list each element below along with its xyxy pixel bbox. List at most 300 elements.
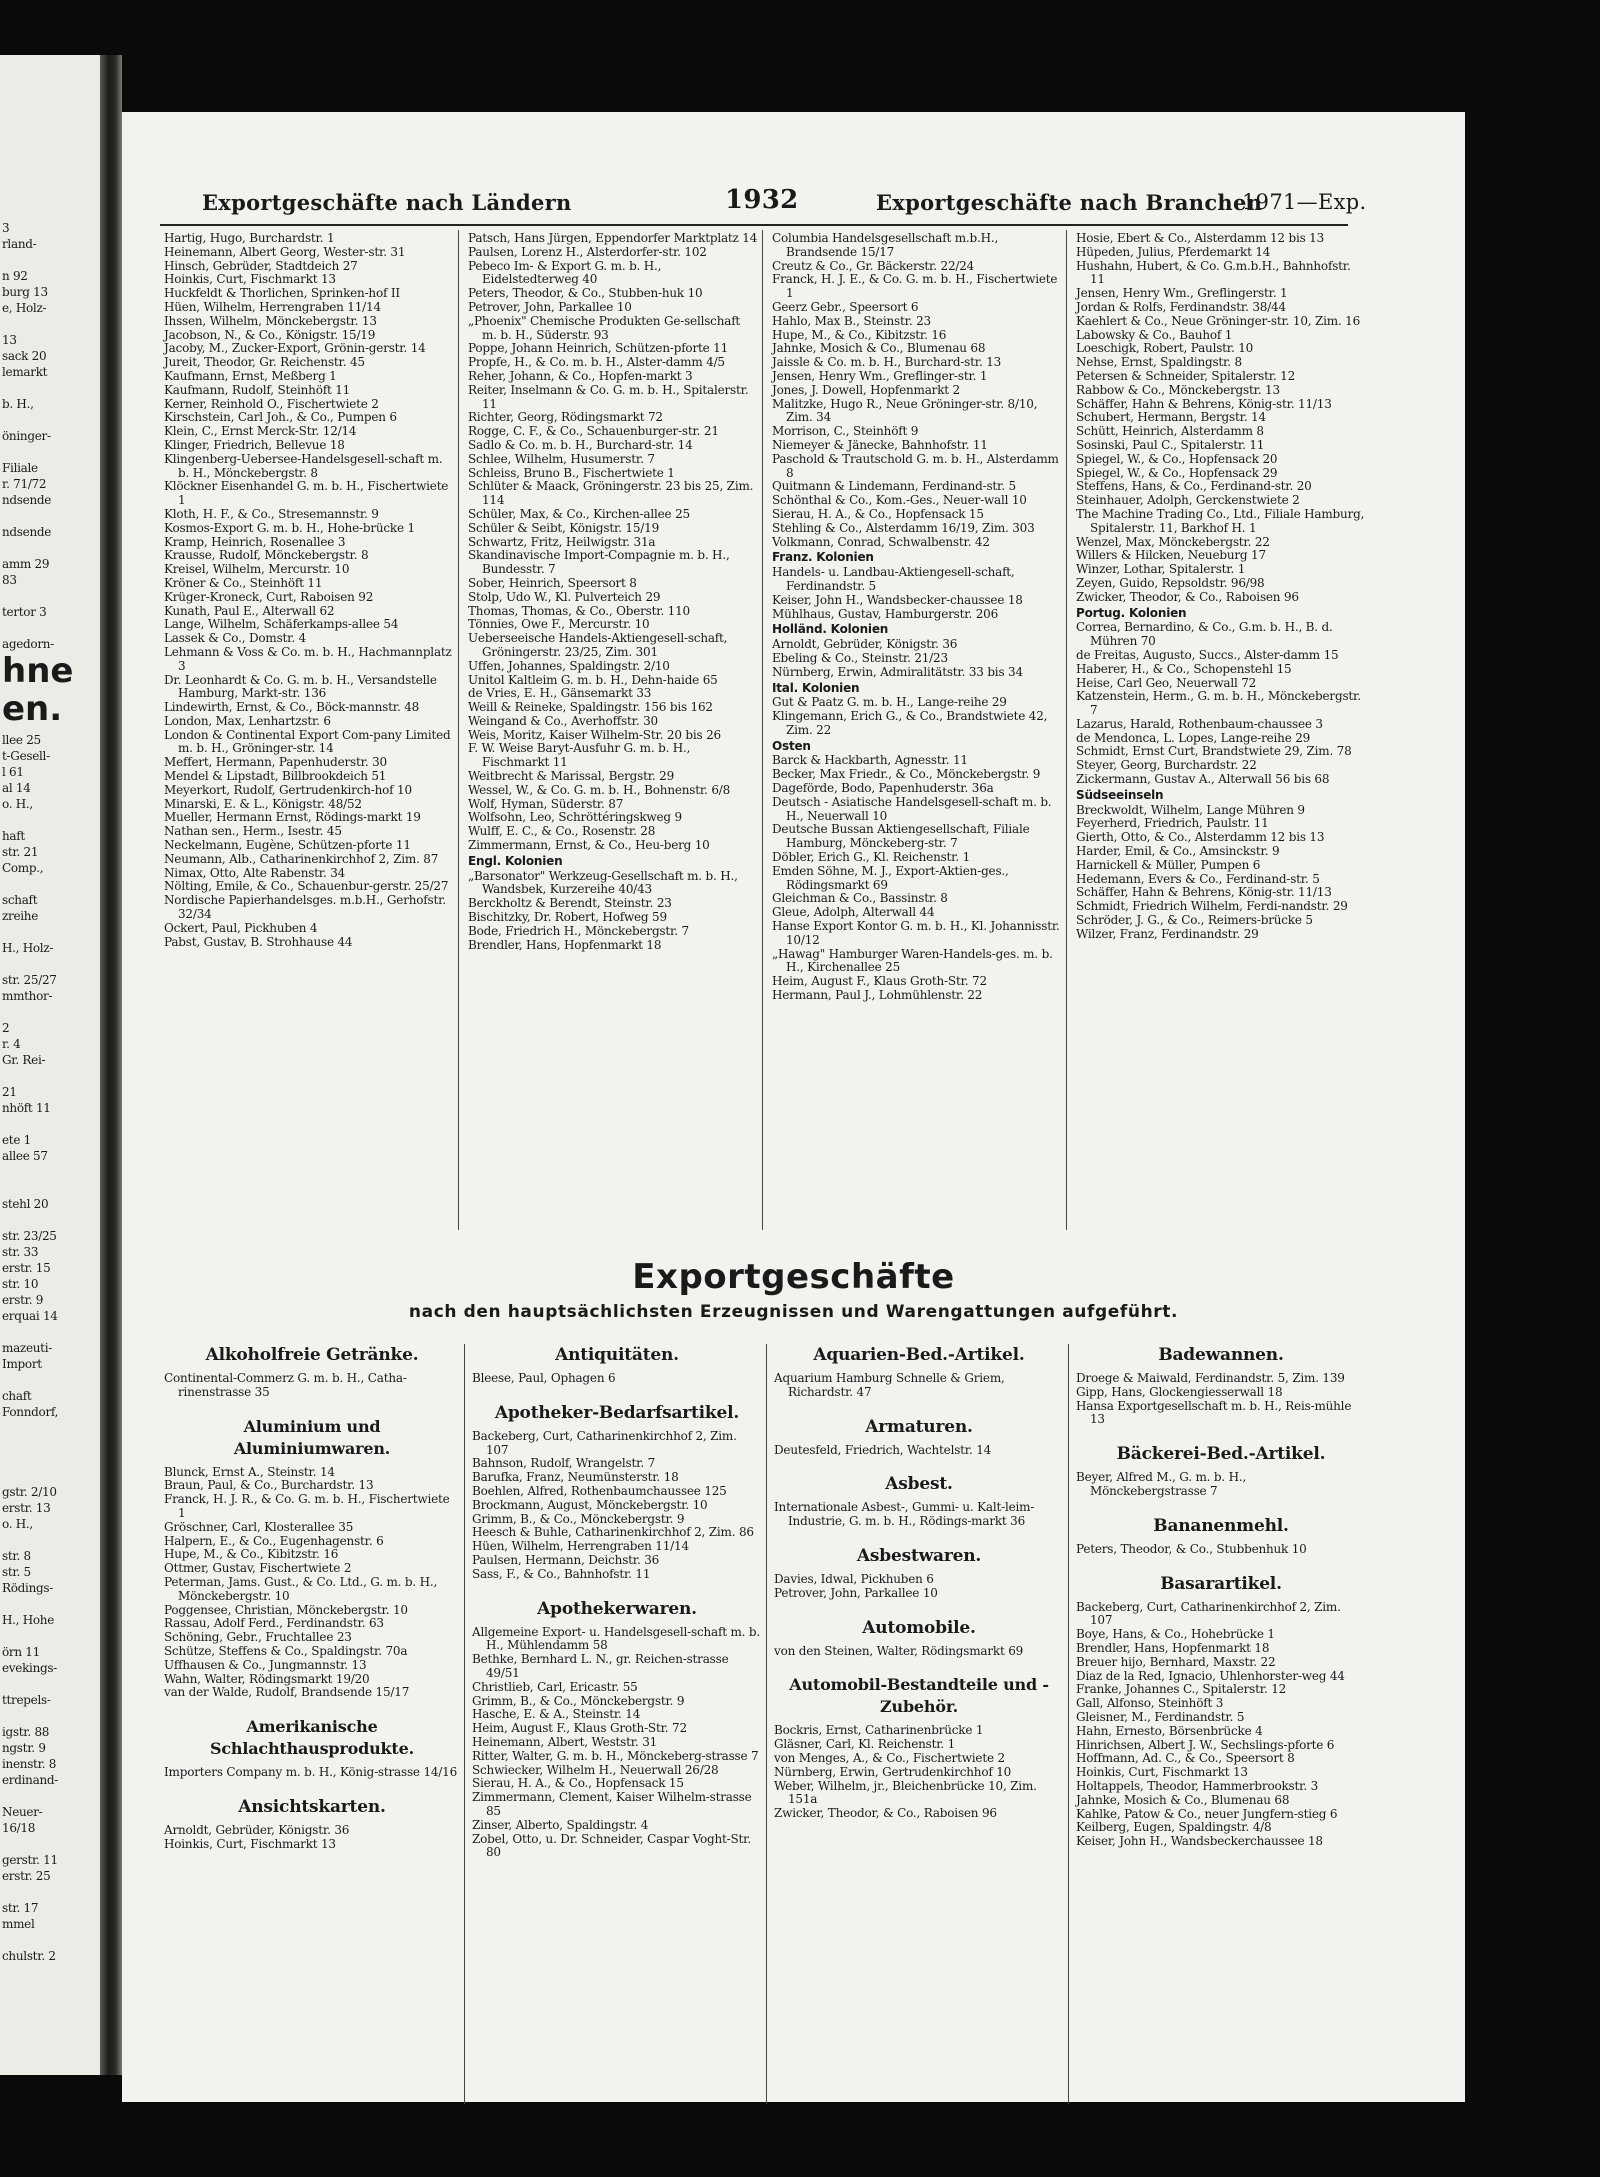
directory-entry: Hüen, Wilhelm, Herrengraben 11/14 <box>472 1539 689 1554</box>
directory-entry: Becker, Max Friedr., & Co., Mönckebergstr. 9 <box>772 767 1041 782</box>
directory-entry: Gierth, Otto, & Co., Alsterdamm 12 bis 13 <box>1076 830 1325 845</box>
directory-entry: Breckwoldt, Wilhelm, Lange Mühren 9 <box>1076 802 1305 817</box>
category-block <box>774 1617 1064 1659</box>
lower-column-1 <box>164 1344 460 1852</box>
directory-entry: Sierau, H. A., & Co., Hopfensack 15 <box>772 506 984 521</box>
directory-entry: Pebeco Im- & Export G. m. b. H., Eidelstedterweg 40 <box>468 258 662 287</box>
directory-entry: Bahnson, Rudolf, Wrangelstr. 7 <box>472 1456 656 1471</box>
directory-entry: von Menges, A., & Co., Fischertwiete 2 <box>774 1750 1005 1765</box>
directory-entry: Meffert, Hermann, Papenhuderstr. 30 <box>164 755 387 770</box>
header-right-title: Exportgeschäfte nach Branchen <box>876 190 1263 215</box>
directory-entry: Allgemeine Export- u. Handelsgesell-schaft m. b. H., Mühlendamm 58 <box>472 1624 760 1653</box>
directory-entry: Weis, Moritz, Kaiser Wilhelm-Str. 20 bis 26 <box>468 727 721 742</box>
directory-entry: Heim, August F., Klaus Groth-Str. 72 <box>772 974 987 989</box>
directory-entry: Quitmann & Lindemann, Ferdinand-str. 5 <box>772 479 1016 494</box>
directory-entry: Gleisner, M., Ferdinandstr. 5 <box>1076 1709 1245 1724</box>
directory-entry: Continental-Commerz G. m. b. H., Catha-rinenstrasse 35 <box>164 1371 407 1399</box>
category-block <box>472 1402 762 1582</box>
directory-entry: Zinser, Alberto, Spaldingstr. 4 <box>472 1817 649 1832</box>
directory-entry: de Mendonca, L. Lopes, Lange-reihe 29 <box>1076 730 1311 745</box>
directory-entry: Huckfeldt & Thorlichen, Sprinken-hof II <box>164 286 400 301</box>
category-block <box>774 1545 1064 1601</box>
directory-entry: Haberer, H., & Co., Schopenstehl 15 <box>1076 661 1292 676</box>
category-title: Bäckerei-Bed.-Artikel. <box>1116 1444 1326 1465</box>
category-block <box>774 1674 1064 1821</box>
directory-entry: Nimax, Otto, Alte Rabenstr. 34 <box>164 865 346 880</box>
directory-entry: Steffens, Hans, & Co., Ferdinand-str. 20 <box>1076 479 1312 494</box>
directory-entry: Handels- u. Landbau-Aktiengesell-schaft, Ferdinandstr. 5 <box>772 565 1015 593</box>
directory-entry: Gläsner, Carl, Kl. Reichenstr. 1 <box>774 1737 956 1752</box>
directory-entry: Deutsch - Asiatische Handelsgesell-schaft m. b. H., Neuerwall 10 <box>772 794 1052 823</box>
directory-entry: Jensen, Henry Wm., Greflinger-str. 1 <box>772 368 988 383</box>
directory-entry: Meyerkort, Rudolf, Gertrudenkirch-hof 10 <box>164 782 412 797</box>
directory-entry: Schwartz, Fritz, Heilwigstr. 31a <box>468 534 656 549</box>
column-divider <box>766 1344 767 2104</box>
directory-entry: Sosinski, Paul C., Spitalerstr. 11 <box>1076 437 1265 452</box>
directory-entry: Schubert, Hermann, Bergstr. 14 <box>1076 410 1266 425</box>
directory-entry: Heise, Carl Geo, Neuerwall 72 <box>1076 675 1257 690</box>
directory-entry: Richter, Georg, Rödingsmarkt 72 <box>468 410 663 425</box>
directory-entry: Hushahn, Hubert, & Co. G.m.b.H., Bahnhofstr. 11 <box>1076 258 1351 287</box>
directory-entry: Ottmer, Gustav, Fischertwiete 2 <box>164 1561 352 1576</box>
directory-entry: Correa, Bernardino, & Co., G.m. b. H., B. d. Mühren 70 <box>1076 620 1333 649</box>
lower-column-4 <box>1076 1344 1366 1849</box>
category-title: Automobil-Bestandteile und -Zubehör. <box>789 1675 1049 1717</box>
directory-entry: Schleiss, Bruno B., Fischertwiete 1 <box>468 465 675 480</box>
category-title: Apothekerwaren. <box>537 1598 697 1619</box>
directory-entry: Paschold & Trautschold G. m. b. H., Alsterdamm 8 <box>772 451 1059 480</box>
header-left-title: Exportgeschäfte nach Ländern <box>202 190 572 215</box>
category-block <box>774 1473 1064 1529</box>
directory-entry: Wolf, Hyman, Süderstr. 87 <box>468 796 624 811</box>
directory-entry: Rassau, Adolf Ferd., Ferdinandstr. 63 <box>164 1616 384 1631</box>
directory-entry: Blunck, Ernst A., Steinstr. 14 <box>164 1464 335 1479</box>
directory-entry: Steyer, Georg, Burchardstr. 22 <box>1076 758 1257 773</box>
directory-entry: Deutsche Bussan Aktiengesellschaft, Filiale Hamburg, Mönckeberg-str. 7 <box>772 822 1030 851</box>
directory-entry: Grimm, B., & Co., Mönckebergstr. 9 <box>472 1693 685 1708</box>
directory-entry: Winzer, Lothar, Spitalerstr. 1 <box>1076 562 1246 577</box>
directory-entry: van der Walde, Rudolf, Brandsende 15/17 <box>164 1685 410 1700</box>
directory-entry: Neumann, Alb., Catharinenkirchhof 2, Zim. 87 <box>164 851 439 866</box>
directory-entry: Ockert, Paul, Pickhuben 4 <box>164 920 318 935</box>
directory-entry: Feyerherd, Friedrich, Paulstr. 11 <box>1076 816 1269 831</box>
category-block <box>164 1416 460 1701</box>
category-block <box>164 1716 460 1780</box>
directory-entry: Keiser, John H., Wandsbecker-chaussee 18 <box>772 592 1023 607</box>
region-heading: Osten <box>772 738 811 753</box>
directory-entry: Heim, August F., Klaus Groth-Str. 72 <box>472 1721 687 1736</box>
directory-entry: Spiegel, W., & Co., Hopfensack 29 <box>1076 465 1278 480</box>
directory-entry: Beyer, Alfred M., G. m. b. H., Mönckebergstrasse 7 <box>1076 1470 1247 1498</box>
directory-entry: Wahn, Walter, Rödingsmarkt 19/20 <box>164 1671 370 1686</box>
directory-entry: Diaz de la Red, Ignacio, Uhlenhorster-weg 44 <box>1076 1668 1345 1683</box>
directory-entry: de Vries, E. H., Gänsemarkt 33 <box>468 686 652 701</box>
directory-entry: Schwiecker, Wilhelm H., Neuerwall 26/28 <box>472 1762 719 1777</box>
directory-entry: Ueberseeische Handels-Aktiengesell-schaft, Gröningerstr. 23/25, Zim. 301 <box>468 631 728 659</box>
directory-entry: Petrover, John, Parkallee 10 <box>468 299 632 314</box>
directory-entry: Volkmann, Conrad, Schwalbenstr. 42 <box>772 534 990 549</box>
directory-entry: Franck, H. J. E., & Co. G. m. b. H., Fischertwiete 1 <box>772 272 1058 301</box>
upper-column-4 <box>1076 232 1366 942</box>
category-block <box>164 1796 460 1852</box>
directory-entry: Peters, Theodor, & Co., Stubbenhuk 10 <box>1076 1541 1307 1556</box>
directory-entry: Schüler & Seibt, Königstr. 15/19 <box>468 520 660 535</box>
directory-entry: Kosmos-Export G. m. b. H., Hohe-brücke 1 <box>164 520 415 535</box>
directory-entry: Hartig, Hugo, Burchardstr. 1 <box>164 231 335 245</box>
directory-entry: Hanse Export Kontor G. m. b. H., Kl. Johannisstr. 10/12 <box>772 919 1060 947</box>
left-page-edge-text-lower: llee 25 t-Gesell- l 61 al 14 o. H., haft str. 21 Comp., schaft zreihe H., Holz- str. 25/27 mmthor- 2 r. 4 Gr. Rei- 21 nhöft 11 ete 1 allee 57 stehl 20 str. 23/25 str. 33 erstr. 15 str. 10 erstr. 9 erquai 14 mazeuti- Import chaft Fonndorf, gstr. 2/10 erstr. 13 o. H., str. 8 str. 5 Rödings- H., Hohe örn 11 evekings- ttrepels- igstr. 88 ngstr. 9 inenstr. 8 erdinand- Neuer- 16/18 gerstr. 11 erstr. 25 str. 17 mmel chulstr. 2 <box>2 733 59 1963</box>
directory-entry: Lindewirth, Ernst, & Co., Böck-mannstr. 48 <box>164 700 420 715</box>
directory-entry: Kaehlert & Co., Neue Gröninger-str. 10, Zim. 16 <box>1076 313 1361 328</box>
directory-entry: Hedemann, Evers & Co., Ferdinand-str. 5 <box>1076 871 1320 886</box>
directory-entry: Peters, Theodor, & Co., Stubben-huk 10 <box>468 286 703 301</box>
directory-entry: Grimm, B., & Co., Mönckebergstr. 9 <box>472 1511 685 1526</box>
directory-entry: Backeberg, Curt, Catharinenkirchhof 2, Zim. 107 <box>1076 1599 1341 1628</box>
directory-entry: Jordan & Rolfs, Ferdinandstr. 38/44 <box>1076 299 1286 314</box>
category-title: Asbestwaren. <box>856 1545 982 1566</box>
directory-entry: Boye, Hans, & Co., Hohebrücke 1 <box>1076 1627 1275 1642</box>
directory-entry: Dr. Leonhardt & Co. G. m. b. H., Versandstelle Hamburg, Markt-str. 136 <box>164 672 437 701</box>
directory-entry: Niemeyer & Jänecke, Bahnhofstr. 11 <box>772 437 988 452</box>
directory-page <box>122 112 1465 2102</box>
directory-entry: Neckelmann, Eugène, Schützen-pforte 11 <box>164 838 411 853</box>
directory-entry: Harnickell & Müller, Pumpen 6 <box>1076 857 1261 872</box>
section-subtitle: nach den hauptsächlichsten Erzeugnissen und Warengattungen aufgeführt. <box>408 1302 1179 1322</box>
directory-entry: Wenzel, Max, Mönckebergstr. 22 <box>1076 534 1270 549</box>
directory-entry: Halpern, E., & Co., Eugenhagenstr. 6 <box>164 1533 384 1548</box>
directory-entry: Schäffer, Hahn & Behrens, König-str. 11/13 <box>1076 396 1332 411</box>
region-heading: Engl. Kolonien <box>468 853 563 868</box>
directory-entry: Nehse, Ernst, Spaldingstr. 8 <box>1076 355 1242 370</box>
directory-entry: Jacoby, M., Zucker-Export, Grönin-gerstr. 14 <box>164 341 426 356</box>
directory-entry: London & Continental Export Com-pany Limited m. b. H., Gröninger-str. 14 <box>164 727 451 756</box>
page-header <box>160 182 1460 222</box>
directory-entry: Kramp, Heinrich, Rosenallee 3 <box>164 534 346 549</box>
category-block <box>774 1416 1064 1458</box>
directory-entry: Importers Company m. b. H., König-strasse 14/16 <box>164 1765 458 1780</box>
directory-entry: Katzenstein, Herm., G. m. b. H., Mönckebergstr. 7 <box>1076 689 1361 718</box>
directory-entry: Steinhauer, Adolph, Gerckenstwiete 2 <box>1076 493 1300 508</box>
directory-entry: Schlüter & Maack, Gröningerstr. 23 bis 25, Zim. 114 <box>468 479 754 508</box>
directory-entry: Klingemann, Erich G., & Co., Brandstwiete 42, Zim. 22 <box>772 709 1048 737</box>
region-heading: Ital. Kolonien <box>772 680 860 695</box>
category-title: Aquarien-Bed.-Artikel. <box>813 1345 1025 1365</box>
directory-entry: Weitbrecht & Marissal, Bergstr. 29 <box>468 769 675 784</box>
directory-entry: „Barsonator" Werkzeug-Gesellschaft m. b. H., Wandsbek, Kurzereihe 40/43 <box>468 868 738 897</box>
directory-entry: Schüler, Max, & Co., Kirchen-allee 25 <box>468 506 690 521</box>
directory-entry: Schmidt, Ernst Curt, Brandstwiete 29, Zim. 78 <box>1076 744 1352 759</box>
directory-entry: Bockris, Ernst, Catharinenbrücke 1 <box>774 1723 984 1738</box>
directory-entry: Morrison, C., Steinhöft 9 <box>772 424 919 439</box>
upper-column-2 <box>468 232 758 952</box>
directory-entry: Hermann, Paul J., Lohmühlenstr. 22 <box>772 988 983 1003</box>
directory-entry: Uffen, Johannes, Spaldingstr. 2/10 <box>468 658 670 673</box>
directory-entry: Döbler, Erich G., Kl. Reichenstr. 1 <box>772 850 971 865</box>
directory-entry: Jahnke, Mosich & Co., Blumenau 68 <box>772 341 986 356</box>
directory-entry: Brockmann, August, Mönckebergstr. 10 <box>472 1497 708 1512</box>
directory-entry: Klöckner Eisenhandel G. m. b. H., Fischertwiete 1 <box>164 479 449 508</box>
directory-entry: Reher, Johann, & Co., Hopfen-markt 3 <box>468 368 693 383</box>
category-block <box>164 1344 460 1400</box>
directory-entry: Kaufmann, Rudolf, Steinhöft 11 <box>164 382 351 397</box>
directory-entry: Krüger-Kroneck, Curt, Raboisen 92 <box>164 589 374 604</box>
directory-entry: Paulsen, Lorenz H., Alsterdorfer-str. 102 <box>468 244 707 259</box>
column-divider <box>464 1344 465 2104</box>
directory-entry: Stolp, Udo W., Kl. Pulverteich 29 <box>468 589 661 604</box>
directory-entry: Jensen, Henry Wm., Greflingerstr. 1 <box>1076 286 1288 301</box>
directory-entry: F. W. Weise Baryt-Ausfuhr G. m. b. H., Fischmarkt 11 <box>468 741 691 770</box>
directory-entry: Thomas, Thomas, & Co., Oberstr. 110 <box>468 603 690 618</box>
directory-entry: Hinsch, Gebrüder, Stadtdeich 27 <box>164 258 358 273</box>
directory-entry: „Phoenix" Chemische Produkten Ge-sellschaft m. b. H., Süderstr. 93 <box>468 313 741 342</box>
directory-entry: Creutz & Co., Gr. Bäckerstr. 22/24 <box>772 258 975 273</box>
book-gutter <box>100 55 122 2075</box>
directory-entry: Kaufmann, Ernst, Meßberg 1 <box>164 368 337 383</box>
directory-entry: Wessel, W., & Co. G. m. b. H., Bohnenstr. 6/8 <box>468 782 731 797</box>
directory-entry: Loeschigk, Robert, Paulstr. 10 <box>1076 341 1254 356</box>
directory-entry: Wolfsohn, Leo, Schröttéringskweg 9 <box>468 810 682 825</box>
region-heading: Südseeinseln <box>1076 787 1164 802</box>
directory-entry: Hoffmann, Ad. C., & Co., Speersort 8 <box>1076 1751 1295 1766</box>
directory-entry: Brendler, Hans, Hopfenmarkt 18 <box>468 937 662 952</box>
scan-background <box>1465 112 1600 2102</box>
directory-entry: Peterman, Jams. Gust., & Co. Ltd., G. m. b. H., Mönckebergstr. 10 <box>164 1574 438 1603</box>
directory-entry: Schütze, Steffens & Co., Spaldingstr. 70a <box>164 1643 408 1658</box>
directory-entry: Holtappels, Theodor, Hammerbrookstr. 3 <box>1076 1778 1319 1793</box>
directory-entry: Christlieb, Carl, Ericastr. 55 <box>472 1679 638 1694</box>
directory-entry: Pabst, Gustav, B. Strohhause 44 <box>164 934 353 949</box>
directory-entry: Nordische Papierhandelsges. m.b.H., Gerhofstr. 32/34 <box>164 893 446 922</box>
directory-entry: Mühlhaus, Gustav, Hamburgerstr. 206 <box>772 606 999 621</box>
directory-entry: Bleese, Paul, Ophagen 6 <box>472 1371 616 1385</box>
directory-entry: Brendler, Hans, Hopfenmarkt 18 <box>1076 1640 1270 1655</box>
category-title: Ansichtskarten. <box>238 1796 386 1817</box>
directory-entry: Kloth, H. F., & Co., Stresemannstr. 9 <box>164 506 379 521</box>
directory-entry: Kreisel, Wilhelm, Mercurstr. 10 <box>164 562 350 577</box>
directory-entry: Zimmermann, Clement, Kaiser Wilhelm-strasse 85 <box>472 1790 752 1818</box>
directory-entry: Gleue, Adolph, Alterwall 44 <box>772 905 935 920</box>
directory-entry: Hahn, Ernesto, Börsenbrücke 4 <box>1076 1723 1263 1738</box>
directory-entry: Keilberg, Eugen, Spaldingstr. 4/8 <box>1076 1820 1272 1835</box>
directory-entry: Willers & Hilcken, Neueburg 17 <box>1076 548 1266 563</box>
directory-entry: Klinger, Friedrich, Bellevue 18 <box>164 437 345 452</box>
directory-entry: Lassek & Co., Domstr. 4 <box>164 631 307 646</box>
directory-entry: Bischitzky, Dr. Robert, Hofweg 59 <box>468 910 667 925</box>
directory-entry: Unitol Kaltleim G. m. b. H., Dehn-haide 65 <box>468 672 718 687</box>
upper-column-3 <box>772 232 1062 1003</box>
directory-entry: Gipp, Hans, Glockengiesserwall 18 <box>1076 1384 1283 1399</box>
directory-entry: Jacobson, N., & Co., Königstr. 15/19 <box>164 327 376 342</box>
left-page-large-heading <box>0 652 100 728</box>
directory-entry: London, Max, Lenhartzstr. 6 <box>164 713 331 728</box>
directory-entry: Arnoldt, Gebrüder, Königstr. 36 <box>164 1822 350 1837</box>
directory-entry: Kahlke, Patow & Co., neuer Jungfern-stieg 6 <box>1076 1806 1338 1821</box>
directory-entry: Stehling & Co., Alsterdamm 16/19, Zim. 303 <box>772 520 1035 535</box>
directory-entry: Gleichman & Co., Bassinstr. 8 <box>772 891 948 906</box>
directory-entry: Columbia Handelsgesellschaft m.b.H., Brandsende 15/17 <box>772 231 999 259</box>
directory-entry: Mueller, Hermann Ernst, Rödings-markt 19 <box>164 810 421 825</box>
directory-entry: Jaissle & Co. m. b. H., Burchard-str. 13 <box>772 355 1002 370</box>
directory-entry: Schäffer, Hahn & Behrens, König-str. 11/13 <box>1076 885 1332 900</box>
directory-entry: Zwicker, Theodor, & Co., Raboisen 96 <box>1076 589 1299 604</box>
directory-entry: Wulff, E. C., & Co., Rosenstr. 28 <box>468 824 656 839</box>
directory-entry: Lange, Wilhelm, Schäferkamps-allee 54 <box>164 617 399 632</box>
directory-entry: Hupe, M., & Co., Kibitzstr. 16 <box>164 1547 339 1562</box>
directory-entry: Zimmermann, Ernst, & Co., Heu-berg 10 <box>468 838 710 853</box>
directory-entry: Nathan sen., Herm., Isestr. 45 <box>164 824 342 839</box>
category-block <box>774 1344 1064 1400</box>
directory-entry: Schöning, Gebr., Fruchtallee 23 <box>164 1630 352 1645</box>
directory-entry: Heinemann, Albert, Weststr. 31 <box>472 1734 658 1749</box>
upper-column-1 <box>164 232 454 949</box>
directory-entry: de Freitas, Augusto, Succs., Alster-damm 15 <box>1076 647 1339 662</box>
directory-entry: Hüen, Wilhelm, Herrengraben 11/14 <box>164 299 381 314</box>
directory-entry: Sass, F., & Co., Bahnhofstr. 11 <box>472 1566 651 1581</box>
directory-entry: Breuer hijo, Bernhard, Maxstr. 22 <box>1076 1654 1276 1669</box>
directory-entry: Kerner, Reinhold O., Fischertwiete 2 <box>164 396 379 411</box>
directory-entry: Schröder, J. G., & Co., Reimers-brücke 5 <box>1076 913 1313 928</box>
directory-entry: Zeyen, Guido, Repsoldstr. 96/98 <box>1076 575 1265 590</box>
category-title: Antiquitäten. <box>555 1345 679 1365</box>
directory-entry: Ebeling & Co., Steinstr. 21/23 <box>772 650 948 665</box>
directory-entry: Hosie, Ebert & Co., Alsterdamm 12 bis 13 <box>1076 231 1325 245</box>
region-heading: Holländ. Kolonien <box>772 622 889 637</box>
directory-entry: Droege & Maiwald, Ferdinandstr. 5, Zim. 139 <box>1076 1371 1345 1385</box>
category-title: Badewannen. <box>1158 1345 1284 1365</box>
directory-entry: Uffhausen & Co., Jungmannstr. 13 <box>164 1657 367 1672</box>
category-title: Armaturen. <box>865 1416 973 1437</box>
directory-entry: Nölting, Emile, & Co., Schauenbur-gerstr. 25/27 <box>164 879 449 894</box>
directory-entry: Heinemann, Albert Georg, Wester-str. 31 <box>164 244 406 259</box>
directory-entry: Schütt, Heinrich, Alsterdamm 8 <box>1076 424 1264 439</box>
directory-entry: Berckholtz & Berendt, Steinstr. 23 <box>468 896 672 911</box>
directory-entry: Paulsen, Hermann, Deichstr. 36 <box>472 1552 660 1567</box>
category-block <box>1076 1573 1366 1849</box>
directory-entry: Wilzer, Franz, Ferdinandstr. 29 <box>1076 926 1259 941</box>
directory-entry: Zobel, Otto, u. Dr. Schneider, Caspar Voght-Str. 80 <box>472 1831 751 1860</box>
directory-entry: Ihssen, Wilhelm, Mönckebergstr. 13 <box>164 313 377 328</box>
directory-entry: Reiter, Inselmann & Co. G. m. b. H., Spitalerstr. 11 <box>468 382 749 411</box>
directory-entry: Boehlen, Alfred, Rothenbaumchaussee 125 <box>472 1483 727 1498</box>
lower-column-2 <box>472 1344 762 1860</box>
directory-entry: von den Steinen, Walter, Rödingsmarkt 69 <box>774 1643 1024 1658</box>
category-title: Apotheker-Bedarfsartikel. <box>494 1402 740 1423</box>
directory-entry: Hansa Exportgesellschaft m. b. H., Reis-mühle 13 <box>1076 1398 1352 1427</box>
directory-entry: Spiegel, W., & Co., Hopfensack 20 <box>1076 451 1278 466</box>
directory-entry: Malitzke, Hugo R., Neue Gröninger-str. 8/10, Zim. 34 <box>772 396 1038 425</box>
column-divider <box>458 230 459 1230</box>
directory-entry: Jahnke, Mosich & Co., Blumenau 68 <box>1076 1792 1290 1807</box>
category-title: Alkoholfreie Getränke. <box>205 1345 419 1365</box>
left-page-heading-line: en. <box>2 689 63 729</box>
directory-entry: Geerz Gebr., Speersort 6 <box>772 299 919 314</box>
directory-entry: Rabbow & Co., Mönckebergstr. 13 <box>1076 382 1280 397</box>
directory-entry: Backeberg, Curt, Catharinenkirchhof 2, Zim. 107 <box>472 1428 737 1457</box>
directory-entry: Deutesfeld, Friedrich, Wachtelstr. 14 <box>774 1442 992 1457</box>
region-heading: Franz. Kolonien <box>772 550 874 565</box>
directory-entry: Harder, Emil, & Co., Amsinckstr. 9 <box>1076 844 1280 859</box>
directory-entry: Dageförde, Bodo, Papenhuderstr. 36a <box>772 781 994 796</box>
category-block <box>1076 1515 1366 1557</box>
directory-entry: Weill & Reineke, Spaldingstr. 156 bis 162 <box>468 700 713 715</box>
directory-entry: Schönthal & Co., Kom.-Ges., Neuer-wall 10 <box>772 493 1027 508</box>
directory-entry: Bethke, Bernhard L. N., gr. Reichen-strasse 49/51 <box>472 1652 729 1680</box>
directory-entry: Internationale Asbest-, Gummi- u. Kalt-leim-Industrie, G. m. b. H., Rödings-markt 36 <box>774 1500 1035 1529</box>
directory-entry: Sierau, H. A., & Co., Hopfensack 15 <box>472 1776 684 1791</box>
category-title: Asbest. <box>885 1474 953 1495</box>
directory-entry: Kunath, Paul E., Alterwall 62 <box>164 603 335 618</box>
directory-entry: Zwicker, Theodor, & Co., Raboisen 96 <box>774 1806 997 1821</box>
directory-entry: Hoinkis, Curt, Fischmarkt 13 <box>164 1836 336 1851</box>
directory-entry: Heesch & Buhle, Catharinenkirchhof 2, Zim. 86 <box>472 1525 754 1540</box>
directory-entry: Weingand & Co., Averhoffstr. 30 <box>468 713 658 728</box>
directory-entry: The Machine Trading Co., Ltd., Filiale Hamburg, Spitalerstr. 11, Barkhof H. 1 <box>1076 506 1365 535</box>
directory-entry: Poggensee, Christian, Mönckebergstr. 10 <box>164 1602 408 1617</box>
directory-entry: Gut & Paatz G. m. b. H., Lange-reihe 29 <box>772 695 1007 710</box>
left-page-heading-line: hne <box>2 651 74 691</box>
directory-entry: Petrover, John, Parkallee 10 <box>774 1585 938 1600</box>
directory-entry: Hinrichsen, Albert J. W., Sechslings-pforte 6 <box>1076 1737 1335 1752</box>
directory-entry: Jones, J. Dowell, Hopfenmarkt 2 <box>772 382 960 397</box>
directory-entry: Schmidt, Friedrich Wilhelm, Ferdi-nandstr. 29 <box>1076 899 1348 914</box>
directory-entry: Petersen & Schneider, Spitalerstr. 12 <box>1076 368 1296 383</box>
category-title: Basarartikel. <box>1160 1573 1282 1594</box>
directory-entry: Tönnies, Owe F., Mercurstr. 10 <box>468 617 650 632</box>
directory-entry: Lazarus, Harald, Rothenbaum-chaussee 3 <box>1076 716 1323 731</box>
directory-entry: Hoinkis, Curt, Fischmarkt 13 <box>1076 1765 1248 1780</box>
directory-entry: Klein, C., Ernst Merck-Str. 12/14 <box>164 424 357 439</box>
directory-entry: Sadlo & Co. m. b. H., Burchard-str. 14 <box>468 437 693 452</box>
directory-entry: Barck & Hackbarth, Agnesstr. 11 <box>772 753 968 768</box>
directory-entry: Nürnberg, Erwin, Admiralitätstr. 33 bis 34 <box>772 664 1023 679</box>
directory-entry: Davies, Idwal, Pickhuben 6 <box>774 1571 934 1586</box>
column-divider <box>1068 1344 1069 2104</box>
region-heading: Portug. Kolonien <box>1076 605 1187 620</box>
directory-entry: Gröschner, Carl, Klosterallee 35 <box>164 1519 354 1534</box>
category-block <box>1076 1344 1366 1427</box>
directory-entry: Minarski, E. & L., Königstr. 48/52 <box>164 796 362 811</box>
section-title: Exportgeschäfte <box>632 1257 955 1297</box>
directory-entry: „Hawag" Hamburger Waren-Handels-ges. m. b. H., Kirchenallee 25 <box>772 946 1053 975</box>
left-page-edge-text: 3 rland- n 92 burg 13 e, Holz- 13 sack 20 lemarkt b. H., öninger- Filiale r. 71/72 ndsende ndsende amm 29 83 tertor 3 agedorn- <box>2 221 54 651</box>
directory-entry: Franke, Johannes C., Spitalerstr. 12 <box>1076 1682 1287 1697</box>
directory-entry: Keiser, John H., Wandsbeckerchaussee 18 <box>1076 1834 1323 1849</box>
header-rule <box>160 224 1348 226</box>
directory-entry: Hupe, M., & Co., Kibitzstr. 16 <box>772 327 947 342</box>
directory-entry: Arnoldt, Gebrüder, Königstr. 36 <box>772 637 958 652</box>
directory-entry: Weber, Wilhelm, jr., Bleichenbrücke 10, Zim. 151a <box>774 1778 1037 1807</box>
category-block <box>1076 1443 1366 1499</box>
lower-column-3 <box>774 1344 1064 1821</box>
directory-entry: Barufka, Franz, Neumünsterstr. 18 <box>472 1470 679 1485</box>
directory-entry: Gall, Alfonso, Steinhöft 3 <box>1076 1696 1224 1711</box>
directory-entry: Sober, Heinrich, Speersort 8 <box>468 575 637 590</box>
adjacent-left-page <box>0 55 100 2075</box>
directory-entry: Lehmann & Voss & Co. m. b. H., Hachmannplatz 3 <box>164 644 452 673</box>
directory-entry: Braun, Paul, & Co., Burchardstr. 13 <box>164 1478 374 1493</box>
directory-entry: Krausse, Rudolf, Mönckebergstr. 8 <box>164 548 369 563</box>
directory-entry: Schlee, Wilhelm, Husumerstr. 7 <box>468 451 655 466</box>
directory-entry: Ritter, Walter, G. m. b. H., Mönckeberg-strasse 7 <box>472 1748 759 1763</box>
directory-entry: Labowsky & Co., Bauhof 1 <box>1076 327 1233 342</box>
directory-entry: Poppe, Johann Heinrich, Schützen-pforte 11 <box>468 341 729 356</box>
directory-entry: Franck, H. J. R., & Co. G. m. b. H., Fischertwiete 1 <box>164 1492 450 1520</box>
directory-entry: Aquarium Hamburg Schnelle & Griem, Richardstr. 47 <box>774 1371 1005 1399</box>
directory-entry: Nürnberg, Erwin, Gertrudenkirchhof 10 <box>774 1764 1012 1779</box>
directory-entry: Skandinavische Import-Compagnie m. b. H., Bundesstr. 7 <box>468 548 730 577</box>
directory-entry: Rogge, C. F., & Co., Schauenburger-str. 21 <box>468 424 719 439</box>
directory-entry: Propfe, H., & Co. m. b. H., Alster-damm 4/5 <box>468 355 725 370</box>
